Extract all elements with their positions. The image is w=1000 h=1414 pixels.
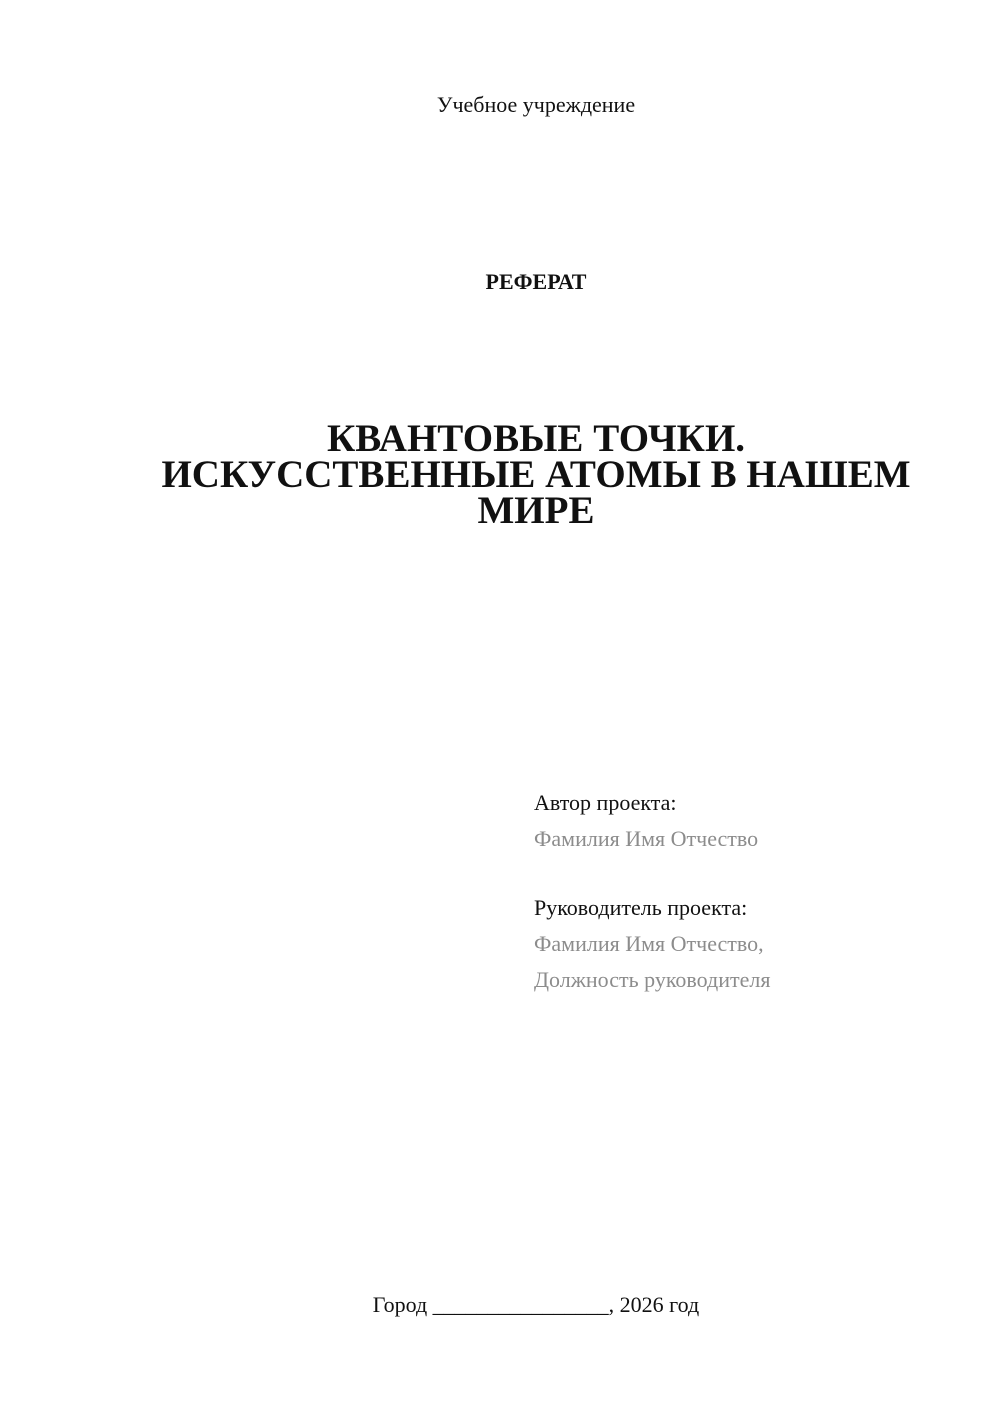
city-year-footer: Город ________________, 2026 год bbox=[372, 1292, 700, 1317]
title-line: КВАНТОВЫЕ ТОЧКИ. bbox=[326, 417, 746, 460]
author-name: Фамилия Имя Отчество bbox=[534, 826, 759, 851]
title-line: МИРЕ bbox=[477, 489, 595, 532]
supervisor-block bbox=[534, 890, 974, 998]
supervisor-label: Руководитель проекта: bbox=[534, 895, 748, 920]
author-label: Автор проекта: bbox=[534, 790, 677, 815]
author-block bbox=[534, 785, 974, 857]
title-line: ИСКУССТВЕННЫЕ АТОМЫ В НАШЕМ bbox=[161, 453, 911, 496]
institution-name: Учебное учреждение bbox=[436, 92, 636, 117]
document-title bbox=[150, 417, 922, 532]
supervisor-name: Фамилия Имя Отчество, bbox=[534, 931, 764, 956]
document-type: РЕФЕРАТ bbox=[485, 269, 587, 294]
supervisor-position: Должность руководителя bbox=[534, 967, 771, 992]
